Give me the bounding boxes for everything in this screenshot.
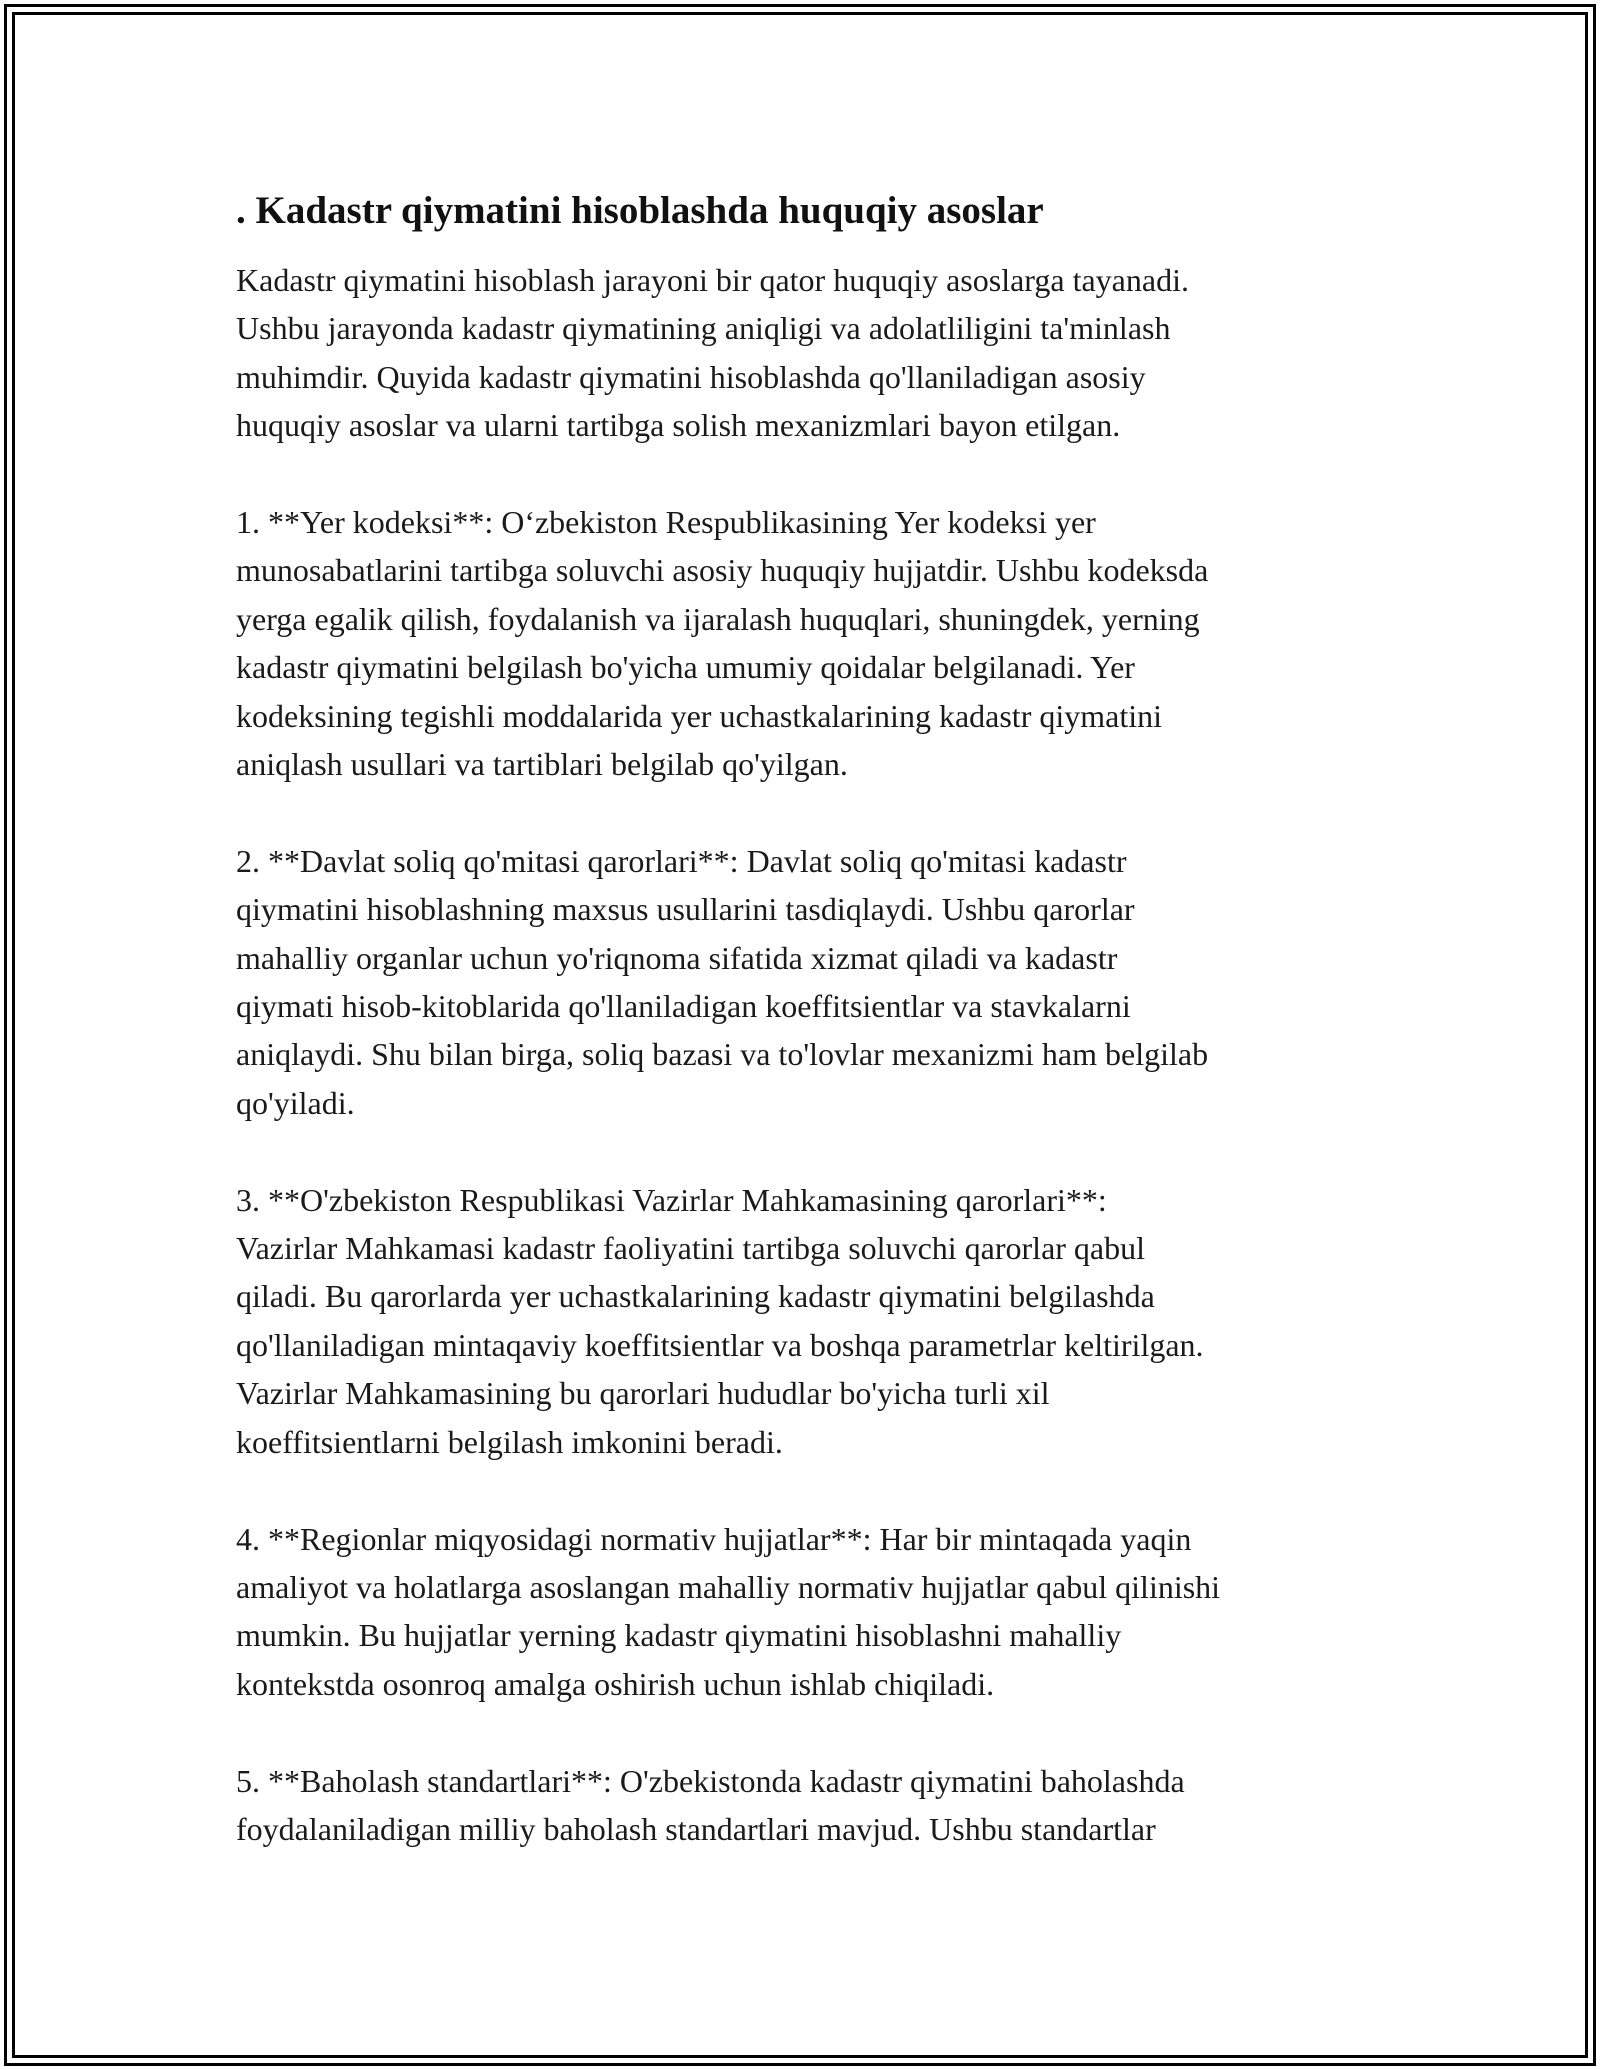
- document-body: [236, 186, 1386, 1902]
- document-title: . Kadastr qiymatini hisoblashda huquqiy asoslar: [236, 189, 1044, 232]
- paragraph-vazirlar-mahkamasi: 3. **O'zbekiston Respublikasi Vazirlar Mahkamasining qarorlari**: Vazirlar Mahkamasi kadastr faoliyatini tartibga soluvchi qarorlar qabul qiladi. Bu qarorlarda yer uchastkalarining kadastr qiymatini belgilashda qo'llaniladigan mintaqaviy koeffitsientlar va boshqa parametrlar keltirilgan. Vazirlar Mahkamasining bu qarorlari hududlar bo'yicha turli xil koeffitsientlarni belgilash imkonini beradi.: [236, 1181, 1204, 1460]
- paragraph-regionlar: 4. **Regionlar miqyosidagi normativ hujjatlar**: Har bir mintaqada yaqin amaliyot va holatlarga asoslangan mahalliy normativ hujjatlar qabul qilinishi mumkin. Bu hujjatlar yerning kadastr qiymatini hisoblashni mahalliy kontekstda osonroq amalga oshirish uchun ishlab chiqiladi.: [236, 1520, 1221, 1702]
- paragraph-yer-kodeksi: 1. **Yer kodeksi**: O‘zbekiston Respublikasining Yer kodeksi yer munosabatlarini tartibga soluvchi asosiy huquqiy hujjatdir. Ushbu kodeksda yerga egalik qilish, foydalanish va ijaralash huquqlari, shuningdek, yerning kadastr qiymatini belgilash bo'yicha umumiy qoidalar belgilanadi. Yer kodeksining tegishli moddalarida yer uchastkalarining kadastr qiymatini aniqlash usullari va tartiblari belgilab qo'yilgan.: [236, 504, 1209, 783]
- paragraph-davlat-soliq: 2. **Davlat soliq qo'mitasi qarorlari**: Davlat soliq qo'mitasi kadastr qiymatini hisoblashning maxsus usullarini tasdiqlaydi. Ushbu qarorlar mahalliy organlar uchun yo'riqnoma sifatida xizmat qiladi va kadastr qiymati hisob-kitoblarida qo'llaniladigan koeffitsientlar va stavkalarni aniqlaydi. Shu bilan birga, soliq bazasi va to'lovlar mexanizmi ham belgilab qo'yiladi.: [236, 842, 1209, 1121]
- paragraph-baholash-standartlari: 5. **Baholash standartlari**: O'zbekistonda kadastr qiymatini baholashda foydalaniladigan milliy baholash standartlari mavjud. Ushbu standartlar: [236, 1762, 1185, 1847]
- intro-paragraph: Kadastr qiymatini hisoblash jarayoni bir qator huquqiy asoslarga tayanadi. Ushbu jarayonda kadastr qiymatining aniqligi va adolatliligini ta'minlash muhimdir. Quyida kadastr qiymatini hisoblashda qo'llaniladigan asosiy huquqiy asoslar va ularni tartibga solish mexanizmlari bayon etilgan.: [236, 262, 1189, 444]
